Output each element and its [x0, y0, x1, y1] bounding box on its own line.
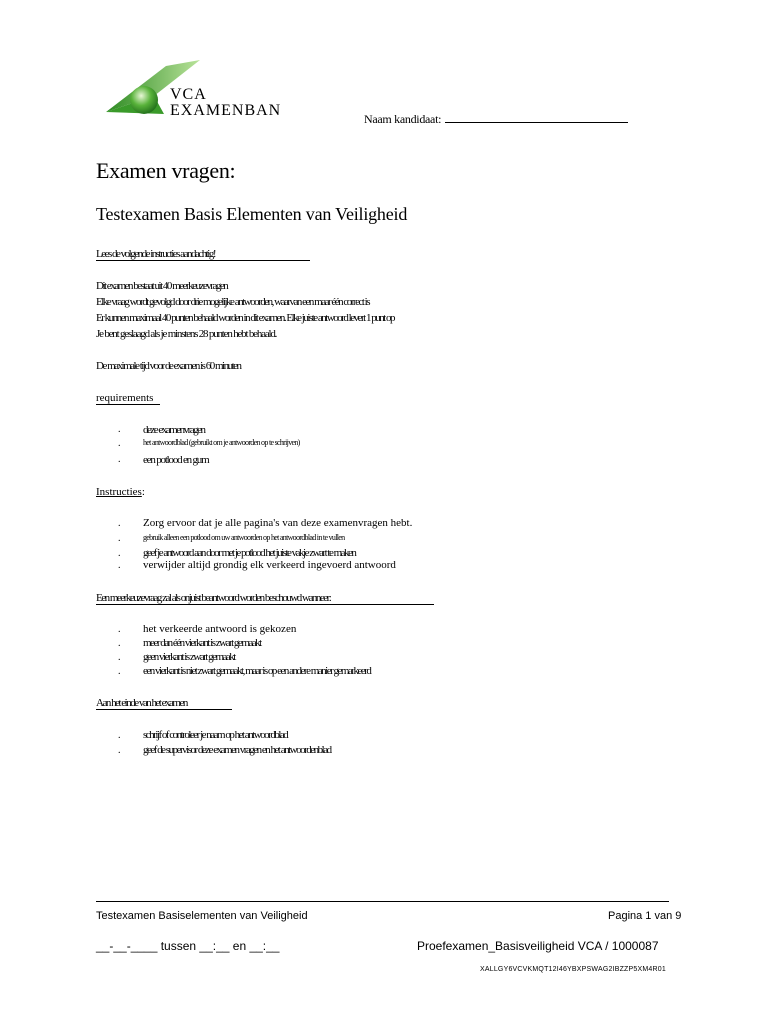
footer-document-title: Testexamen Basiselementen van Veiligheid [96, 910, 308, 922]
list-bullet: . [118, 652, 121, 663]
intro-heading: Lees de volgende instructies aandachtig! [96, 248, 310, 261]
candidate-name-field [364, 112, 628, 127]
footer-date-time-line: __-__-____ tussen __:__ en __:__ [96, 939, 280, 953]
footer-exam-reference: Proefexamen_Basisveiligheid VCA / 1000087 [417, 939, 659, 953]
list-item: het antwoordblad (gebruikt om je antwoorden op te schrijven) [143, 438, 300, 447]
candidate-name-line [445, 112, 628, 123]
list-bullet: . [118, 666, 121, 677]
list-bullet: . [118, 454, 121, 465]
intro-line: Dit examen bestaat uit 40 meerkeuzevragen [96, 280, 228, 292]
candidate-label: Naam kandidaat: [364, 112, 442, 126]
list-bullet: . [118, 624, 121, 635]
list-item: geen vierkant is zwart gemaakt [143, 651, 235, 663]
list-item: een potlood en gum [143, 454, 209, 466]
list-item: een vierkant is niet zwart gemaakt, maar is op een andere manier gemarkeerd [143, 665, 371, 677]
footer-divider [96, 901, 669, 902]
list-bullet: . [118, 638, 121, 649]
list-item: geef je antwoord aan door met je potlood het juiste vakje zwart te maken [143, 547, 356, 559]
footer-document-code: XALLGY6VCVKMQT12I46YBXPSWAG2IBZZP5XM4R01 [480, 966, 666, 973]
list-item: meer dan één vierkant is zwart gemaakt [143, 637, 261, 649]
intro-line: Je bent geslaagd als je minstens 28 punten hebt behaald. [96, 328, 277, 340]
list-item: gebruik alleen een potlood om uw antwoorden op het antwoordblad in te vullen [143, 533, 345, 542]
list-item: het verkeerde antwoord is gekozen [143, 623, 297, 635]
list-item: verwijder altijd grondig elk verkeerd ingevoerd antwoord [143, 559, 396, 571]
logo-text-examenbank: EXAMENBAN [170, 102, 282, 119]
list-item: Zorg ervoor dat je alle pagina's van deze examenvragen hebt. [143, 517, 413, 529]
list-bullet: . [118, 533, 121, 544]
list-bullet: . [118, 518, 121, 529]
list-bullet: . [118, 424, 121, 435]
list-bullet: . [118, 745, 121, 756]
wrong-answer-heading: Een meerkeuzevraag zal als onjuist beantwoord worden beschouwd wanneer: [96, 592, 434, 605]
page-title: Examen vragen: [96, 158, 236, 183]
intro-line: Elke vraag wordt gevolgd door drie mogelijke antwoorden, waarvan een maar één correct is [96, 296, 370, 308]
list-item: geef de supervisor deze examen vragen en het antwoordenblad [143, 744, 331, 756]
page-subtitle: Testexamen Basis Elementen van Veiligheid [96, 204, 408, 224]
time-note: De maximale tijd voor de examen is 60 minuten [96, 360, 241, 372]
list-bullet: . [118, 560, 121, 571]
list-bullet: . [118, 730, 121, 741]
requirements-heading: requirements [96, 392, 160, 405]
logo-text-vca: VCA [170, 86, 207, 103]
list-item: schrijf of controleer je naam op het antwoordblad [143, 729, 288, 741]
vca-logo [104, 56, 282, 122]
footer-page-number: Pagina 1 van 9 [608, 910, 682, 922]
list-item: deze examenvragen [143, 424, 205, 436]
end-of-exam-heading: Aan het einde van het examen [96, 697, 232, 710]
instructions-heading: Instructies: [96, 486, 145, 498]
intro-line: Er kunnen maximaal 40 punten behaald worden in dit examen. Elke juiste antwoord levert 1 punt op [96, 312, 395, 324]
list-bullet: . [118, 438, 121, 449]
list-bullet: . [118, 548, 121, 559]
